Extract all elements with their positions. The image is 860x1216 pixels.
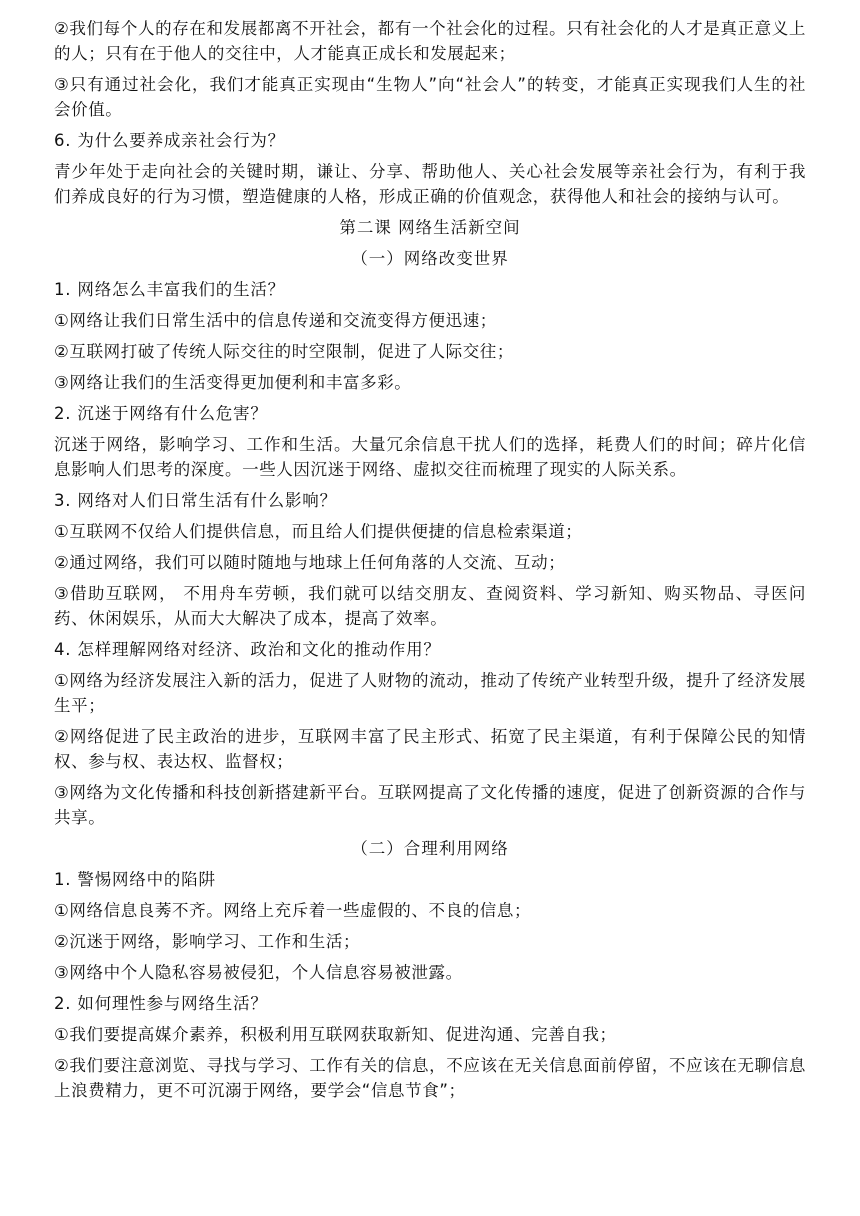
section-title: （一）网络改变世界 [351, 249, 509, 268]
question-heading: 2. 如何理性参与网络生活？ [54, 994, 268, 1013]
list-item: ③借助互联网， 不用舟车劳顿，我们就可以结交朋友、查阅资料、学习新知、购买物品、寻医问药、休闲娱乐，从而大大解决了成本，提高了效率。 [54, 584, 806, 628]
list-item: ②网络促进了民主政治的进步，互联网丰富了民主形式、拓宽了民主渠道，有利于保障公民的知情权、参与权、表达权、监督权； [54, 727, 806, 771]
question-heading: 4. 怎样理解网络对经济、政治和文化的推动作用？ [54, 640, 441, 659]
list-item: ②通过网络，我们可以随时随地与地球上任何角落的人交流、互动； [54, 553, 566, 572]
list-item: ①互联网不仅给人们提供信息，而且给人们提供便捷的信息检索渠道； [54, 522, 583, 541]
list-item: ②沉迷于网络，影响学习、工作和生活； [54, 932, 361, 951]
list-item: ①网络为经济发展注入新的活力，促进了人财物的流动，推动了传统产业转型升级，提升了经济发展生平； [54, 671, 806, 715]
paragraph: ②我们每个人的存在和发展都离不开社会，都有一个社会化的过程。只有社会化的人才是真正意义上的人；只有在于他人的交往中，人才能真正成长和发展起来； [54, 19, 806, 63]
question-heading: 1. 网络怎么丰富我们的生活？ [54, 280, 285, 299]
section-title: （二）合理利用网络 [351, 839, 509, 858]
question-heading: 6. 为什么要养成亲社会行为？ [54, 131, 285, 150]
paragraph: 青少年处于走向社会的关键时期，谦让、分享、帮助他人、关心社会发展等亲社会行为，有利于我们养成良好的行为习惯，塑造健康的人格，形成正确的价值观念，获得他人和社会的接纳与认可。 [54, 162, 806, 206]
paragraph: 沉迷于网络，影响学习、工作和生活。大量冗余信息干扰人们的选择，耗费人们的时间；碎片化信息影响人们思考的深度。一些人因沉迷于网络、虚拟交往而梳理了现实的人际关系。 [54, 435, 806, 479]
lesson-title: 第二课 网络生活新空间 [339, 218, 521, 237]
list-item: ②我们要注意浏览、寻找与学习、工作有关的信息，不应该在无关信息面前停留，不应该在无聊信息上浪费精力，更不可沉溺于网络，要学会“信息节食”； [54, 1056, 806, 1100]
question-heading: 3. 网络对人们日常生活有什么影响？ [54, 491, 337, 510]
list-item: ①网络让我们日常生活中的信息传递和交流变得方便迅速； [54, 311, 497, 330]
list-item: ③网络让我们的生活变得更加便利和丰富多彩。 [54, 373, 412, 392]
question-heading: 2. 沉迷于网络有什么危害？ [54, 404, 268, 423]
list-item: ①网络信息良莠不齐。网络上充斥着一些虚假的、不良的信息； [54, 901, 532, 920]
paragraph: ③只有通过社会化，我们才能真正实现由“生物人”向“社会人”的转变，才能真正实现我们人生的社会价值。 [54, 75, 806, 119]
question-heading: 1. 警惕网络中的陷阱 [54, 870, 216, 889]
list-item: ①我们要提高媒介素养，积极利用互联网获取新知、促进沟通、完善自我； [54, 1025, 617, 1044]
list-item: ③网络中个人隐私容易被侵犯，个人信息容易被泄露。 [54, 963, 463, 982]
list-item: ②互联网打破了传统人际交往的时空限制，促进了人际交往； [54, 342, 514, 361]
list-item: ③网络为文化传播和科技创新搭建新平台。互联网提高了文化传播的速度，促进了创新资源的合作与共享。 [54, 783, 806, 827]
